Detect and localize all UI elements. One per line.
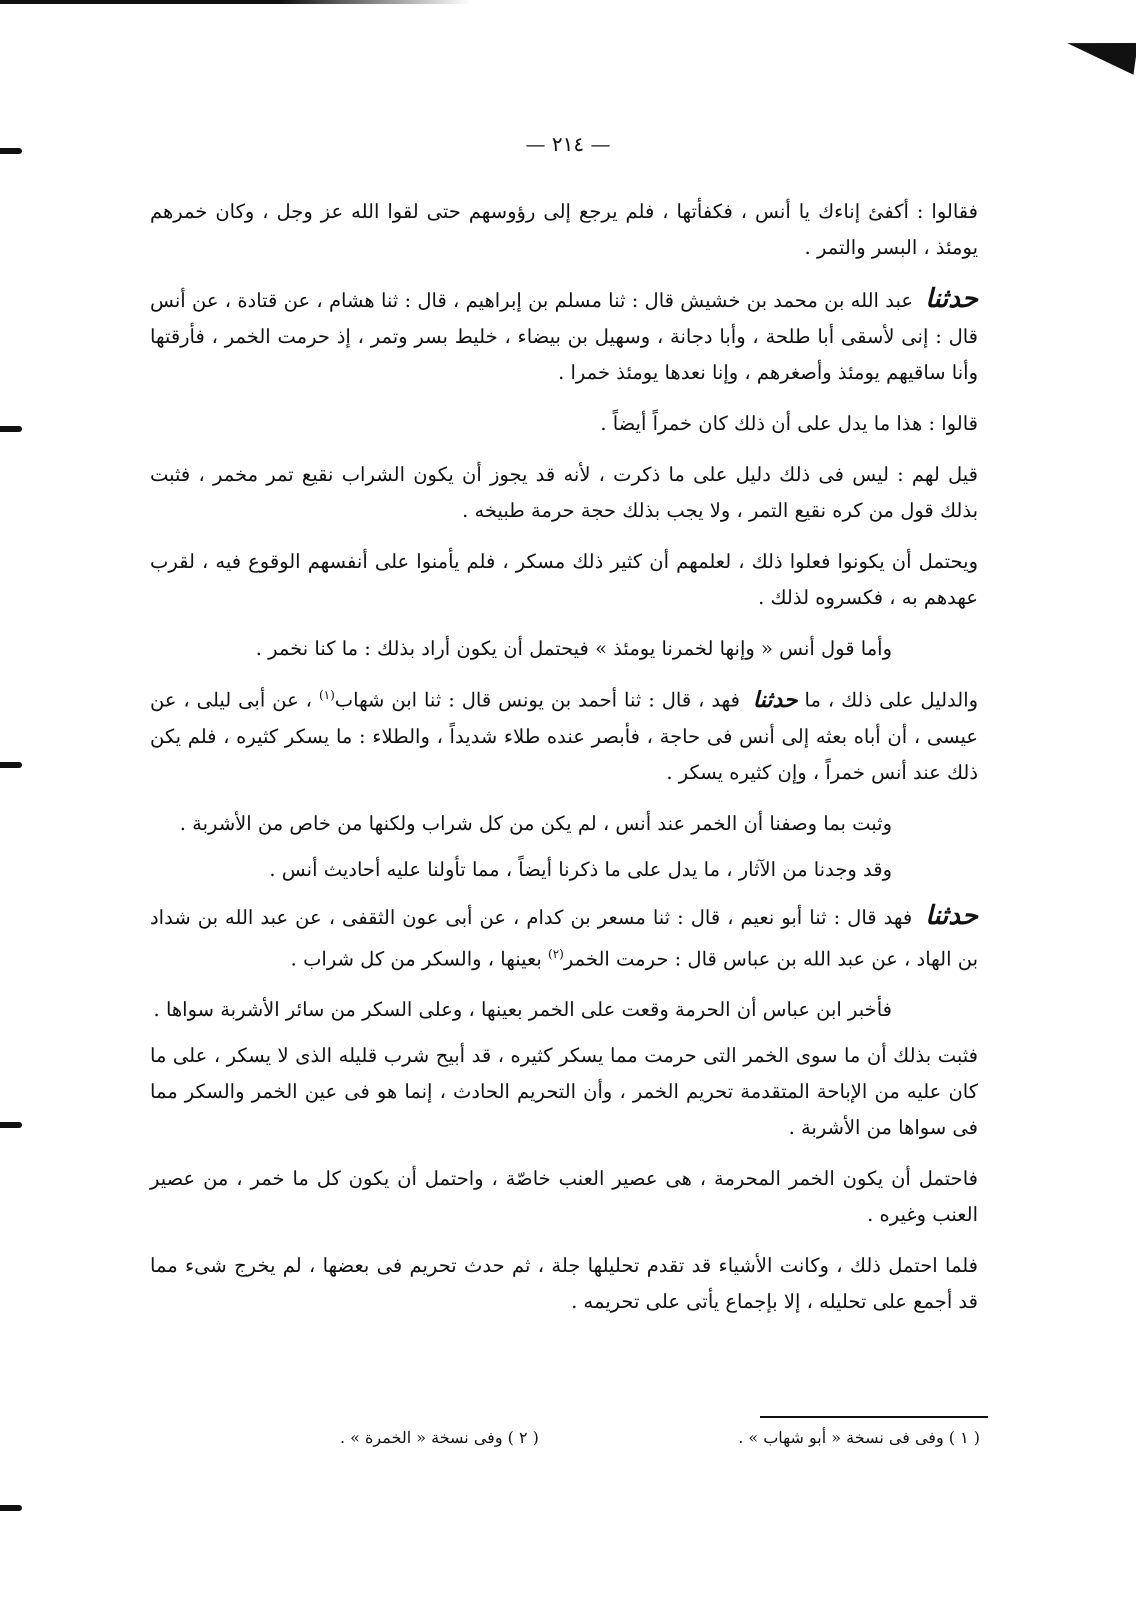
- hadith-paragraph: [150, 677, 978, 791]
- paragraph: قيل لهم : ليس فى ذلك دليل على ما ذكرت ، لأنه قد يجوز أن يكون الشراب نقيع تمر مخمر ، فثبت بذلك قول من كره نقيع التمر ، ولا يجب بذلك حجة حرمة طبيخه .: [150, 463, 978, 522]
- paragraph-text: بعينها ، والسكر من كل شراب .: [290, 947, 542, 970]
- binding-mark: [0, 1122, 22, 1128]
- paragraph: فقالوا : أكفئ إناءك يا أنس ، فكفأتها ، فلم يرجع إلى رؤوسهم حتى لقوا الله عز وجل ، وكان خمرهم يومئذ ، البسر والتمر .: [150, 200, 978, 259]
- paragraph-text: ، عن أبى ليلى ، عن عيسى ، أن أباه بعثه إلى أنس فى حاجة ، فأبصر عنده طلاء شديداً ، والطلاء : ما يسكر كثيره ، فلم يكن ذلك عند أنس خمراً ، وإن كثيره يسكر .: [150, 688, 978, 784]
- paragraph: وثبت بما وصفنا أن الخمر عند أنس ، لم يكن من كل شراب ولكنها من خاص من الأشربة .: [179, 811, 892, 835]
- hadith-paragraph: [150, 898, 978, 978]
- hadathana-marker: حدثنا: [925, 284, 978, 314]
- top-scan-edge: [0, 0, 470, 4]
- paragraph: فأخبر ابن عباس أن الحرمة وقعت على الخمر بعينها ، وعلى السكر من سائر الأشربة سواها .: [153, 998, 892, 1021]
- footnote-1: ( ١ ) وفى فى نسخة « أبو شهاب » .: [738, 1428, 980, 1447]
- footnotes: [340, 1428, 980, 1447]
- binding-mark: [0, 762, 22, 768]
- footnote-ref: (١): [318, 688, 335, 702]
- page-number: — ٢١٤ —: [525, 132, 611, 156]
- paragraph: وقد وجدنا من الآثار ، ما يدل على ما ذكرنا أيضاً ، مما تأولنا عليه أحاديث أنس .: [269, 857, 892, 881]
- binding-mark: [0, 1505, 22, 1511]
- paragraph: فاحتمل أن يكون الخمر المحرمة ، هى عصير العنب خاصّة ، واحتمل أن يكون كل ما خمر ، من عصير العنب وغيره .: [150, 1167, 978, 1226]
- hadathana-marker: حدثنا: [752, 686, 798, 713]
- footnote-2: ( ٢ ) وفى نسخة « الخمرة » .: [340, 1428, 539, 1447]
- paragraph-text: عبد الله بن محمد بن خشيش قال : ثنا مسلم بن إبراهيم ، قال : ثنا هشام ، عن قتادة ، عن أنس قال : إنى لأسقى أبا طلحة ، وأبا دجانة ، وسهيل بن بيضاء ، خليط بسر وتمر ، إذ حرمت الخمر ، فأرقتها وأنا ساقيهم يومئذ وأصغرهم ، وإنا نعدها يومئذ خمرا .: [150, 289, 978, 384]
- paragraph: قالوا : هذا ما يدل على أن ذلك كان خمراً أيضاً .: [600, 412, 978, 435]
- binding-mark: [0, 426, 22, 432]
- hadith-paragraph: [150, 281, 978, 391]
- paragraph: فثبت بذلك أن ما سوى الخمر التى حرمت مما يسكر كثيره ، قد أبيح شرب قليله الذى لا يسكر ، على ما كان عليه من الإباحة المتقدمة تحريم الخمر ، وأن التحريم الحادث ، إنما هو فى عين الخمر والسكر مما فى سواها من الأشربة .: [150, 1044, 978, 1139]
- paragraph-text: فهد قال : ثنا أبو نعيم ، قال : ثنا مسعر بن كدام ، عن أبى عون الثقفى ، عن عبد الله بن شداد بن الهاد ، عن عبد الله بن عباس قال : حرمت الخمر: [150, 905, 978, 970]
- footnote-separator: [760, 1416, 988, 1418]
- paragraph-text: فهد ، قال : ثنا أحمد بن يونس قال : ثنا ابن شهاب: [334, 688, 740, 712]
- footnote-ref: (٢): [548, 946, 564, 961]
- paragraph: فلما احتمل ذلك ، وكانت الأشياء قد تقدم تحليلها جلة ، ثم حدث تحريم فى بعضها ، لم يخرج شىء مما قد أجمع على تحليله ، إلا بإجماع يأتى على تحريمه .: [150, 1254, 978, 1313]
- hadathana-marker: حدثنا: [925, 900, 979, 931]
- page-body: [150, 194, 978, 1335]
- paragraph: ويحتمل أن يكونوا فعلوا ذلك ، لعلمهم أن كثير ذلك مسكر ، فلم يأمنوا على أنفسهم الوقوع فيه ، لقرب عهدهم به ، فكسروه لذلك .: [150, 550, 978, 609]
- paragraph: وأما قول أنس « وإنها لخمرنا يومئذ » فيحتمل أن يكون أراد بذلك : ما كنا نخمر .: [255, 637, 892, 660]
- paragraph-text: والدليل على ذلك ، ما: [804, 688, 979, 712]
- corner-scan-mark: [1064, 33, 1136, 74]
